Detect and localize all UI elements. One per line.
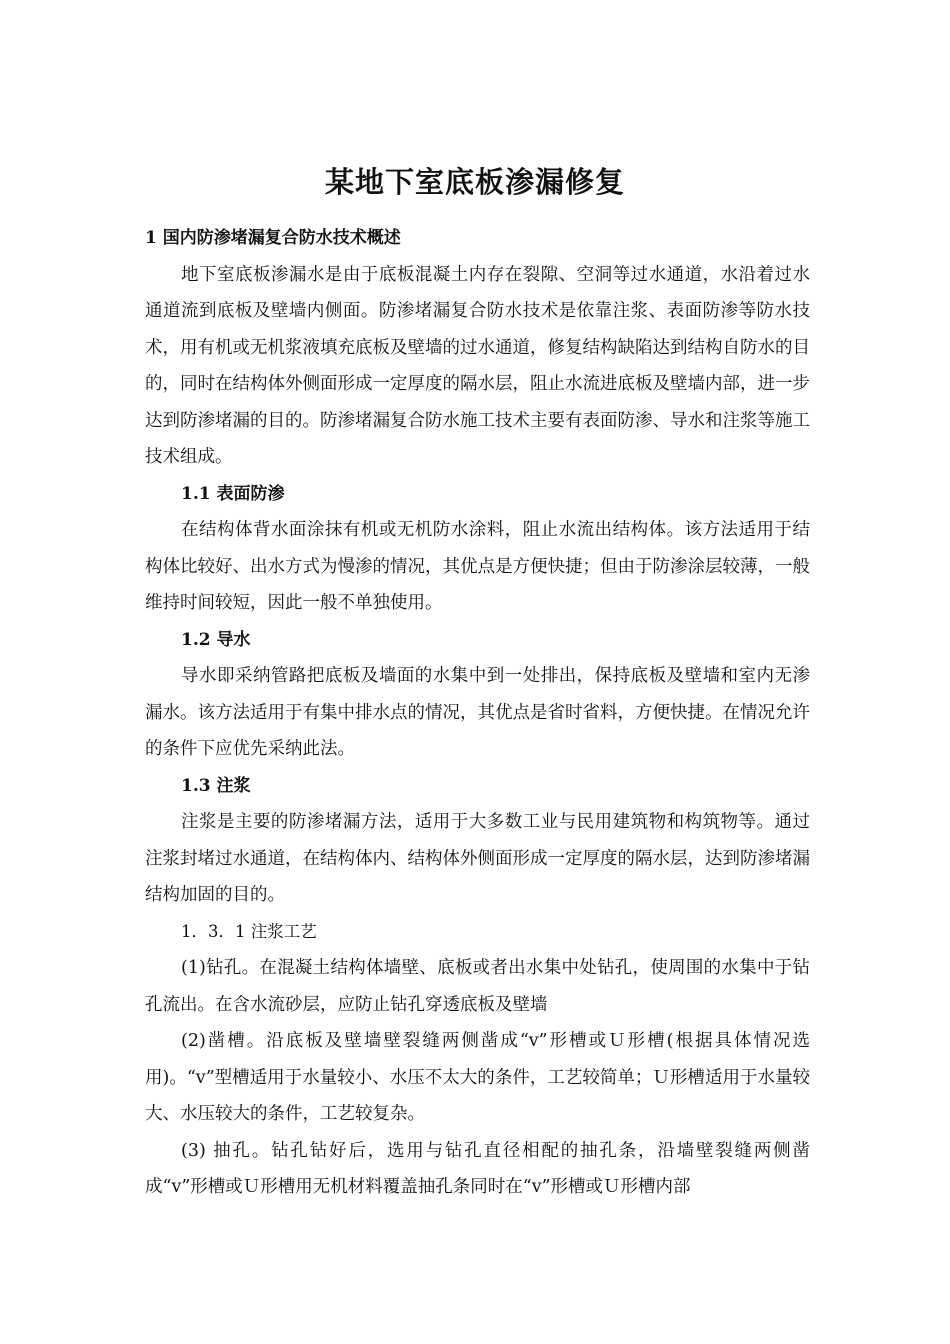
section-1-2-paragraph: 导水即采纳管路把底板及墙面的水集中到一处排出，保持底板及壁墙和室内无渗漏水。该方法适用于有集中排水点的情况，其优点是省时省料，方便快捷。在情况允许的条件下应优先采纳此法。 [145, 666, 810, 759]
document-body [145, 220, 810, 1206]
section-heading-1-1: 1.1 表面防渗 [181, 483, 285, 504]
section-1-3-paragraph: 注浆是主要的防渗堵漏方法，适用于大多数工业与民用建筑物和构筑物等。通过注浆封堵过水通道，在结构体内、结构体外侧面形成一定厚度的隔水层，达到防渗堵漏结构加固的目的。 [145, 812, 810, 905]
section-heading-1-2: 1.2 导水 [181, 629, 251, 650]
step-hole-extraction: (3) 抽孔。钻孔钻好后，选用与钻孔直径相配的抽孔条，沿墙壁裂缝两侧凿成“v”形槽或Ｕ形槽用无机材料覆盖抽孔条同时在“v”形槽或Ｕ形槽内部 [145, 1140, 810, 1197]
section-heading-1-3-1: 1．3．1 注浆工艺 [181, 921, 317, 941]
step-drilling: (1)钻孔。在混凝土结构体墙壁、底板或者出水集中处钻孔，使周围的水集中于钻孔流出。在含水流砂层，应防止钻孔穿透底板及壁墙 [145, 958, 810, 1015]
section-1-1-paragraph: 在结构体背水面涂抹有机或无机防水涂料，阻止水流出结构体。该方法适用于结构体比较好、出水方式为慢渗的情况，其优点是方便快捷；但由于防渗涂层较薄，一般维持时间较短，因此一般不单独使用。 [145, 520, 810, 613]
document-title: 某地下室底板渗漏修复 [324, 165, 625, 199]
section-heading-1-3: 1.3 注浆 [181, 775, 251, 796]
section-1-paragraph: 地下室底板渗漏水是由于底板混凝土内存在裂隙、空洞等过水通道，水沿着过水通道流到底板及壁墙内侧面。防渗堵漏复合防水技术是依靠注浆、表面防渗等防水技术，用有机或无机浆液填充底板及壁墙的过水通道，修复结构缺陷达到结构自防水的目的，同时在结构体外侧面形成一定厚度的隔水层，阻止水流进底板及壁墙内部，进一步达到防渗堵漏的目的。防渗堵漏复合防水施工技术主要有表面防渗、导水和注浆等施工技术组成。 [145, 264, 810, 467]
section-heading-1: 1 国内防渗堵漏复合防水技术概述 [145, 228, 401, 248]
step-grooving: (2)凿槽。沿底板及壁墙壁裂缝两侧凿成“v”形槽或Ｕ形槽(根据具体情况选用)。“v”型槽适用于水量较小、水压不太大的条件，工艺较简单；Ｕ形槽适用于水量较大、水压较大的条件，工艺较复杂。 [145, 1031, 810, 1124]
